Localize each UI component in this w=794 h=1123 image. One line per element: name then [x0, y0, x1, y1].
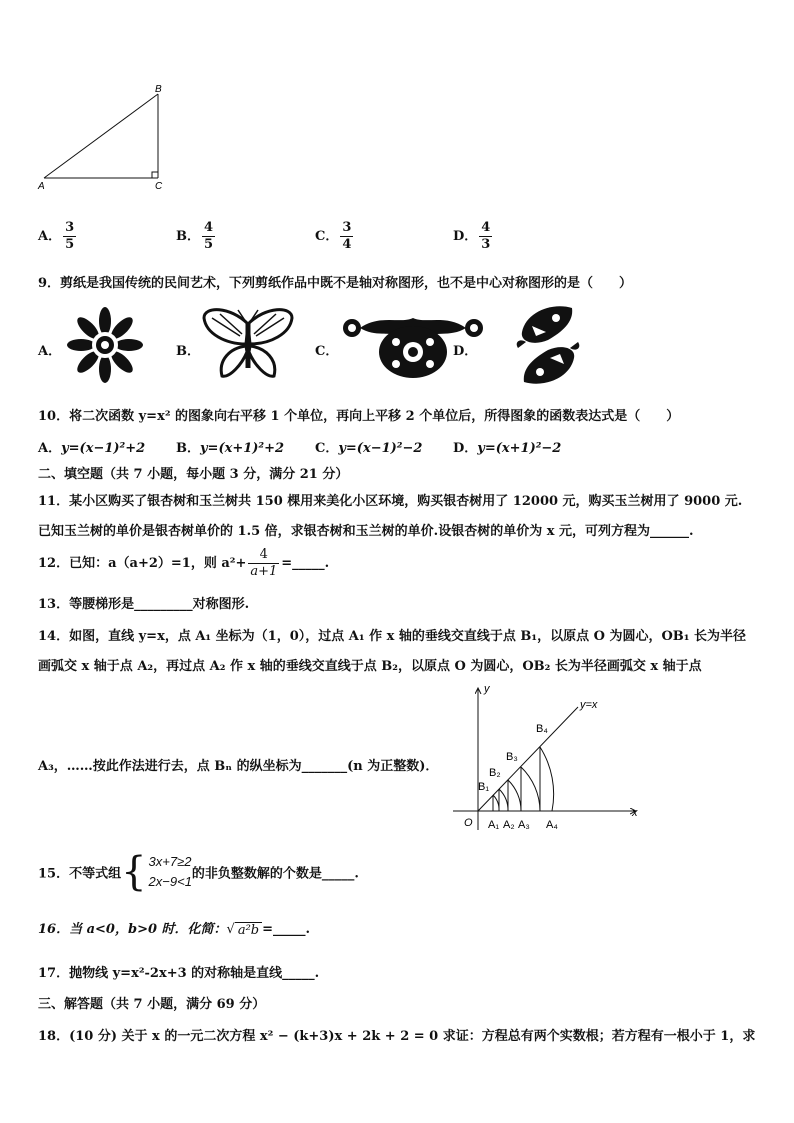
q13-text: 13．等腰梯形是_________对称图形. [38, 597, 250, 612]
y-axis-label: y [484, 683, 490, 695]
q14-line2: 画弧交 x 轴于点 A₂，再过点 A₂ 作 x 轴的垂线交直线于点 B₂，以原点 O 为圆心，OB₂ 长为半径画弧交 x 轴于点 [38, 659, 702, 674]
q11-line1: 11．某小区购买了银杏树和玉兰树共 150 棵用来美化小区环境，购买银杏树用了 12000 元，购买玉兰树用了 9000 元. [38, 494, 743, 509]
x-axis-label: x [632, 807, 638, 819]
origin-label: O [464, 817, 473, 829]
q8-option-c: C． $\frac{3}{4}$ [315, 220, 352, 252]
q16-text: 16．当 a<0，b>0 时．化简： √ a²b =_____. [38, 922, 311, 938]
q10-option-b: B．y=(x+1)²+2 [176, 441, 285, 456]
q9-option-b-label: B． [176, 344, 200, 359]
b3-label: B₃ [506, 751, 518, 763]
b4-label: B₄ [536, 723, 548, 735]
a4-label: A₄ [546, 819, 558, 831]
a3-label: A₃ [518, 819, 530, 831]
line-label: y=x [580, 699, 598, 711]
q14-line1: 14．如图，直线 y=x，点 A₁ 坐标为（1，0），过点 A₁ 作 x 轴的垂线交直线于点 B₁，以原点 O 为圆心，OB₁ 长为半径 [38, 629, 746, 644]
q12-text: 12．已知：a（a+2）=1，则 a²+ $\frac{4}{a+1}$ =_____. [38, 547, 330, 579]
q9-option-c-label: C． [315, 344, 339, 359]
fish-papercut-icon [512, 302, 584, 388]
q8-option-d: D． $\frac{4}{3}$ [453, 220, 491, 252]
section-2-heading: 二、填空题（共 7 小题，每小题 3 分，满分 21 分） [38, 467, 349, 482]
q10-text: 10．将二次函数 y=x² 的图象向右平移 1 个单位，再向上平移 2 个单位后，所得图象的函数表达式是（ ） [38, 409, 680, 424]
q9-option-d-label: D． [453, 344, 478, 359]
q8-option-a: A． $\frac{3}{5}$ [38, 220, 75, 252]
q9-text: 9．剪纸是我国传统的民间艺术，下列剪纸作品中既不是轴对称图形，也不是中心对称图形的是（ ） [38, 276, 633, 291]
b2-label: B₂ [489, 767, 501, 779]
q18-text: 18．(10 分) 关于 x 的一元二次方程 x² − (k+3)x + 2k + 2 = 0 求证：方程总有两个实数根；若方程有一根小于 1，求 [38, 1029, 756, 1044]
b1-label: B₁ [478, 781, 490, 793]
q10-option-a: A．y=(x−1)²+2 [38, 441, 146, 456]
q10-option-d: D．y=(x+1)²−2 [453, 441, 562, 456]
q10-option-c: C．y=(x−1)²−2 [315, 441, 423, 456]
q9-option-a-label: A． [38, 344, 62, 359]
q11-line2: 已知玉兰树的单价是银杏树单价的 1.5 倍，求银杏树和玉兰树的单价.设银杏树的单价为 x 元，可列方程为______. [38, 524, 694, 539]
a1-label: A₁ [488, 819, 500, 831]
vertex-c-label: C [155, 181, 163, 192]
vertex-b-label: B [155, 84, 162, 95]
vertex-a-label: A [38, 181, 45, 192]
section-3-heading: 三、解答题（共 7 小题，满分 69 分） [38, 997, 266, 1012]
a2-label: A₂ [503, 819, 515, 831]
q8-option-b: B． $\frac{4}{5}$ [176, 220, 214, 252]
q14-figure [448, 680, 648, 840]
butterfly-papercut-icon [200, 304, 296, 386]
triangle-figure [34, 82, 174, 192]
q14-line3: A₃，……按此作法进行去，点 Bₙ 的纵坐标为_______(n 为正整数)． [38, 759, 439, 774]
q15-text: 15．不等式组 { 3x+7≥2 2x−9<1 的非负整数解的个数是_____. [38, 849, 359, 895]
flower-papercut-icon [66, 306, 144, 384]
q17-text: 17．抛物线 y=x²-2x+3 的对称轴是直线_____. [38, 966, 320, 981]
